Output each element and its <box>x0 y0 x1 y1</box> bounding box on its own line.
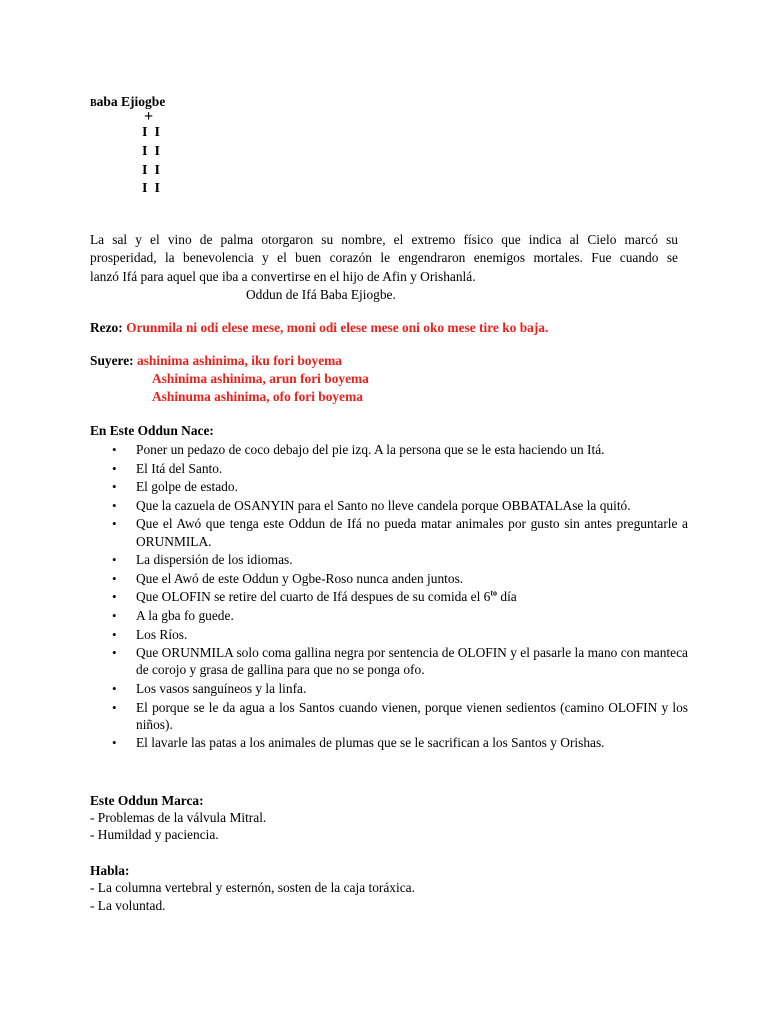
list-item: • Que ORUNMILA solo coma gallina negra por sentencia de OLOFIN y el pasarle la mano con manteca de corojo y grasa de gallina para que no se ponga ofo. <box>90 644 688 678</box>
marca-heading: Este Oddun Marca: <box>90 793 204 808</box>
title-rest: aba Ejiogbe <box>96 94 166 109</box>
rezo <box>90 319 548 337</box>
list-item: • El golpe de estado. <box>90 478 688 495</box>
title-initial: B <box>90 98 97 109</box>
suyere <box>90 352 342 370</box>
list-item-text: Que OLOFIN se retire del cuarto de Ifá despues de su comida el 6 <box>136 589 491 605</box>
list-item: • Los Ríos. <box>90 626 688 643</box>
list-item: • Poner un pedazo de coco debajo del pie izq. A la persona que se le esta haciendo un Itá. <box>90 441 688 458</box>
nace-heading: En Este Oddun Nace: <box>90 423 214 438</box>
rezo-text: Orunmila ni odi elese mese, moni odi elese mese oni oko mese tire ko baja. <box>126 320 549 335</box>
rezo-label: Rezo: <box>90 320 123 335</box>
intro-caption: Oddun de Ifá Baba Ejiogbe. <box>246 287 396 302</box>
suyere-line: Ashinuma ashinima, ofo fori boyema <box>152 389 363 404</box>
list-item: • Que la cazuela de OSANYIN para el Santo no lleve candela porque OBBATALAse la quitó. <box>90 497 688 514</box>
list-item-suffix: día <box>497 589 517 605</box>
sign-row: I I <box>142 144 160 159</box>
intro-line: prosperidad, la benevolencia y el buen corazón le engendraron enemigos mortales. Fue cuando se <box>90 250 678 266</box>
ordinal-superscript: to <box>490 588 498 598</box>
list-item: • Los vasos sanguíneos y la linfa. <box>90 680 688 697</box>
suyere-line: ashinima ashinima, iku fori boyema <box>137 353 342 368</box>
marca-item: - Humildad y paciencia. <box>90 827 219 842</box>
intro-line: lanzó Ifá para aquel que iba a convertirse en el hijo de Afin y Orishanlá. <box>90 268 476 284</box>
habla-item: - La columna vertebral y esternón, sosten de la caja toráxica. <box>90 880 415 895</box>
list-item: • El porque se le da agua a los Santos cuando vienen, porque vienen sedientos (camino OLOFIN y los niños). <box>90 699 688 733</box>
sign-row: I I <box>142 125 160 140</box>
intro-paragraph <box>90 231 678 286</box>
nace-list <box>90 441 688 753</box>
list-item: • El Itá del Santo. <box>90 460 688 477</box>
suyere-line: Ashinima ashinima, arun fori boyema <box>152 371 369 386</box>
habla-item: - La voluntad. <box>90 898 166 913</box>
suyere-label: Suyere: <box>90 353 134 368</box>
list-item: • A la gba fo guede. <box>90 607 688 624</box>
sign-row: I I <box>142 163 160 178</box>
sign-row: I I <box>142 181 160 196</box>
list-item: • El lavarle las patas a los animales de plumas que se le sacrifican a los Santos y Orishas. <box>90 734 688 751</box>
list-item: • Que el Awó que tenga este Oddun de Ifá no pueda matar animales por gusto sin antes preguntarle a ORUNMILA. <box>90 515 688 549</box>
sign-top-mark: + <box>144 108 154 125</box>
intro-line: La sal y el vino de palma otorgaron su nombre, el extremo físico que indica al Cielo marcó su <box>90 232 678 247</box>
list-item <box>90 588 688 605</box>
marca-item: - Problemas de la válvula Mitral. <box>90 810 267 825</box>
list-item: • Que el Awó de este Oddun y Ogbe-Roso nunca anden juntos. <box>90 570 688 587</box>
document-title <box>90 94 165 110</box>
list-item: • La dispersión de los idiomas. <box>90 551 688 568</box>
habla-heading: Habla: <box>90 863 130 878</box>
